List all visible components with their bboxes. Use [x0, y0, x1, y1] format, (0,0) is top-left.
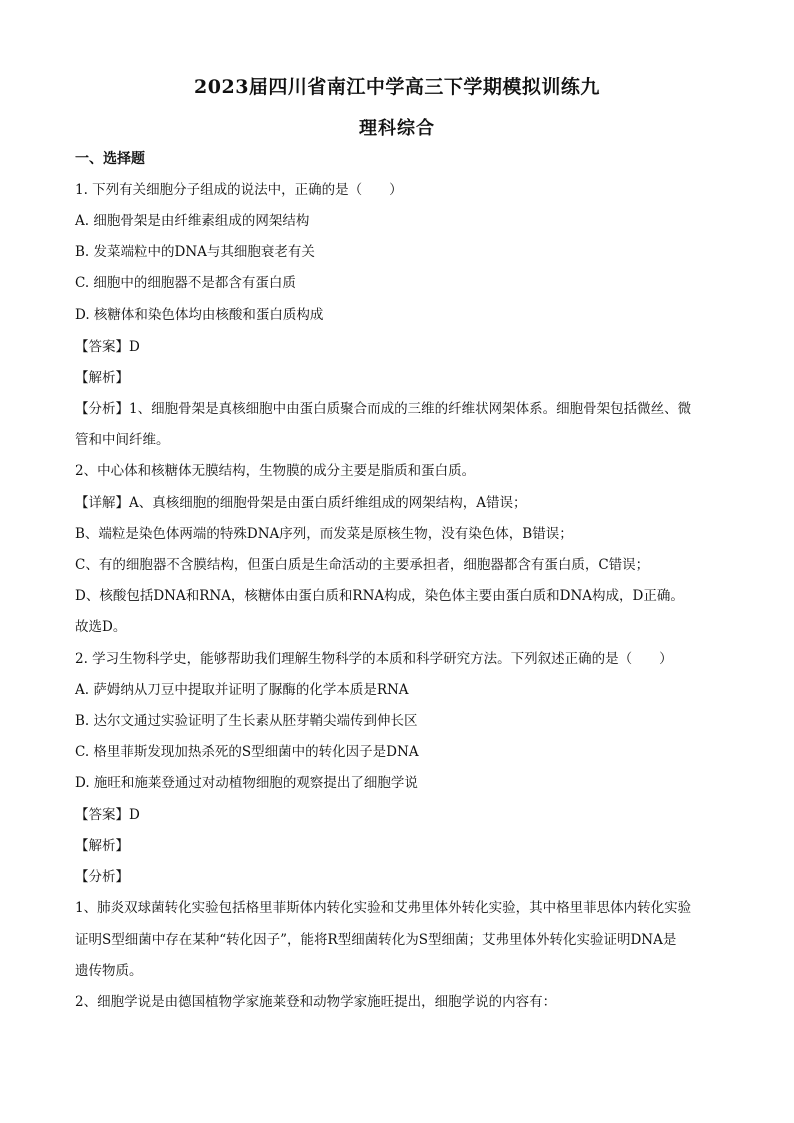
q1-explanation-line: B、端粒是染色体两端的特殊DNA序列，而发菜是原核生物，没有染色体，B错误； — [75, 526, 573, 542]
q2-explanation-line: 遗传物质。 — [75, 963, 143, 979]
q1-explanation-line: C、有的细胞器不含膜结构，但蛋白质是生命活动的主要承担者，细胞器都含有蛋白质，C错误； — [75, 557, 650, 573]
q1-option-b: B. 发菜端粒中的DNA与其细胞衰老有关 — [75, 244, 315, 260]
q1-explanation-line: 【详解】A、真核细胞的细胞骨架是由蛋白质纤维组成的网架结构，A错误； — [75, 495, 527, 511]
q1-explanation-line: 【分析】1、细胞骨架是真核细胞中由蛋白质聚合而成的三维的纤维状网架体系。细胞骨架包括微丝、微 — [75, 401, 692, 417]
q1-answer: 【答案】D — [75, 339, 140, 355]
q2-explanation-line: 1、肺炎双球菌转化实验包括格里菲斯体内转化实验和艾弗里体外转化实验，其中格里菲思体内转化实验 — [75, 900, 692, 916]
q2-analysis-label: 【解析】 — [75, 838, 129, 854]
page-subtitle: 理科综合 — [359, 118, 435, 139]
q1-option-a: A. 细胞骨架是由纤维素组成的网架结构 — [75, 213, 310, 229]
q2-option-a: A. 萨姆纳从刀豆中提取并证明了脲酶的化学本质是RNA — [75, 682, 409, 698]
q2-option-d: D. 施旺和施莱登通过对动植物细胞的观察提出了细胞学说 — [75, 775, 418, 791]
q1-explanation-line: 管和中间纤维。 — [75, 432, 170, 448]
q2-answer: 【答案】D — [75, 807, 140, 823]
q2-explanation-line: 证明S型细菌中存在某种“转化因子”，能将R型细菌转化为S型细菌；艾弗里体外转化实验证明DNA是 — [75, 932, 677, 948]
q2-option-b: B. 达尔文通过实验证明了生长素从胚芽鞘尖端传到伸长区 — [75, 713, 418, 729]
q1-explanation-line: D、核酸包括DNA和RNA，核糖体由蛋白质和RNA构成，染色体主要由蛋白质和DNA构成，D正确。 — [75, 588, 684, 604]
q2-stem: 2. 学习生物科学史，能够帮助我们理解生物科学的本质和科学研究方法。下列叙述正确的是（ ） — [75, 651, 673, 667]
section-heading: 一、选择题 — [75, 151, 145, 167]
q2-fenxi-label: 【分析】 — [75, 869, 129, 885]
q1-explanation-line: 2、中心体和核糖体无膜结构，生物膜的成分主要是脂质和蛋白质。 — [75, 463, 476, 479]
q2-option-c: C. 格里菲斯发现加热杀死的S型细菌中的转化因子是DNA — [75, 744, 419, 760]
page-title: 2023届四川省南江中学高三下学期模拟训练九 — [194, 76, 600, 98]
q1-analysis-label: 【解析】 — [75, 370, 129, 386]
q1-option-d: D. 核糖体和染色体均由核酸和蛋白质构成 — [75, 307, 324, 323]
q2-explanation-line: 2、细胞学说是由德国植物学家施莱登和动物学家施旺提出，细胞学说的内容有： — [75, 994, 557, 1010]
q1-stem: 1. 下列有关细胞分子组成的说法中，正确的是（ ） — [75, 182, 403, 198]
q1-explanation-line: 故选D。 — [75, 619, 127, 635]
q1-option-c: C. 细胞中的细胞器不是都含有蛋白质 — [75, 275, 296, 291]
